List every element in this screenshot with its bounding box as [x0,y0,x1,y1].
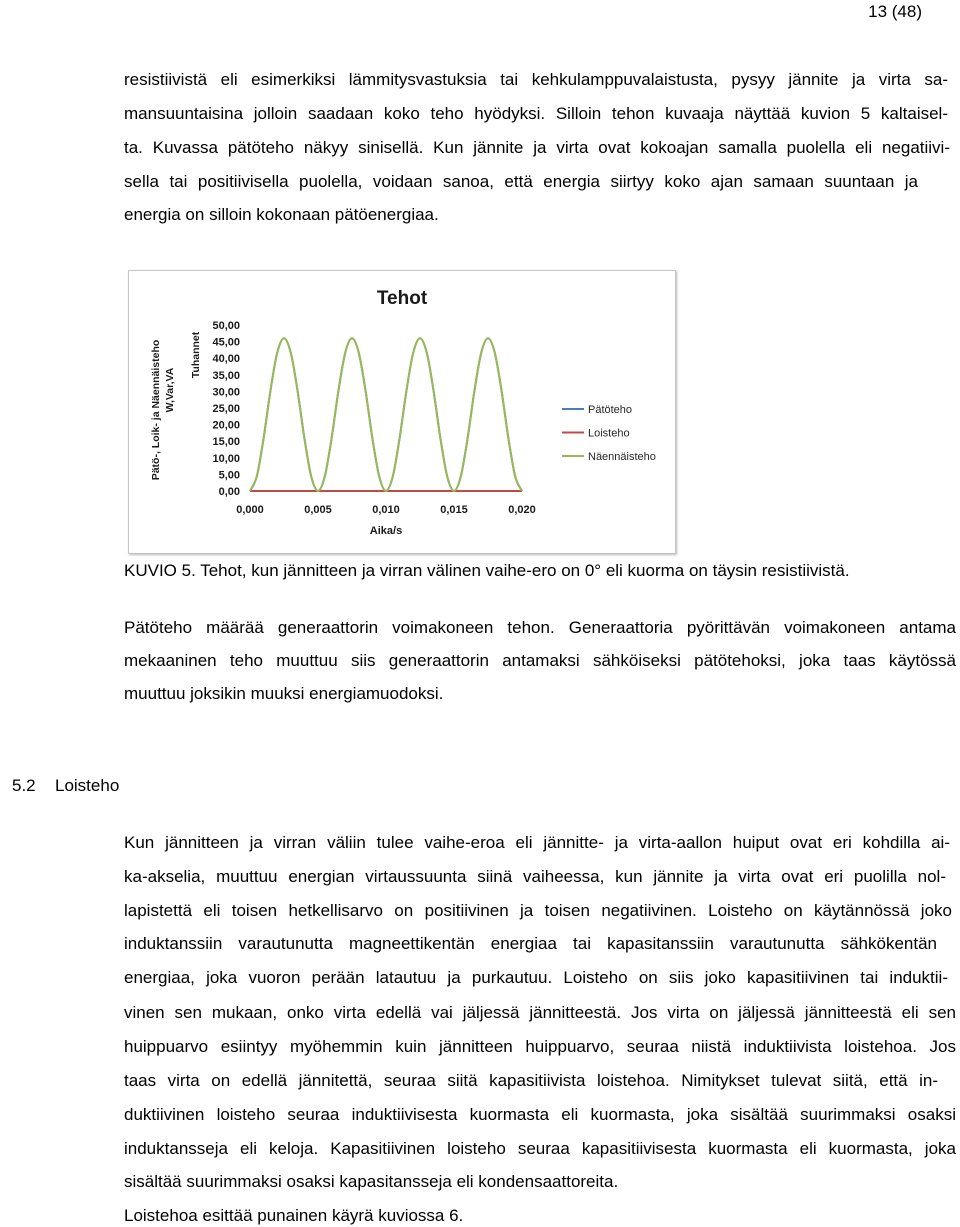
x-tick-label: 0,010 [372,504,400,516]
legend-label: Näennäisteho [588,451,656,463]
paragraph-line: mansuuntaisina jolloin saadaan koko teho hyödyksi. Silloin tehon kuvaaja näyttää kuvion 5 kaltaisel- [124,104,948,123]
paragraph-line: sisältää suurimmaksi osaksi kapasitansseja eli kondensaattoreita. [124,1172,619,1191]
y-tick-label: 15,00 [212,436,240,449]
chart-title: Tehot [376,288,428,309]
y-tick-label: 20,00 [212,419,240,432]
legend-item [562,404,632,416]
paragraph-line: energiaa, joka vuoron perään latautuu ja purkautuu. Loisteho on siis joko kapasitiivinen tai induktii- [124,968,948,987]
display-units-label: Tuhannet [190,331,202,379]
series-line-naennaisteho [250,338,522,491]
x-tick-label: 0,020 [508,504,536,516]
paragraph-line: mekaaninen teho muuttuu siis generaattorin antamaksi sähköiseksi pätötehoksi, joka taas käytössä [124,651,956,670]
paragraph-line: taas virta on edellä jännitettä, seuraa siitä kapasitiivista loistehoa. Nimitykset tulevat siitä, että in- [124,1071,938,1090]
paragraph-line: lapistettä eli toisen hetkellisarvo on positiivinen ja toisen negatiivinen. Loisteho on käytännössä joko [124,901,952,920]
legend-label: Loisteho [588,427,630,440]
y-tick-label: 10,00 [212,452,240,465]
paragraph-line: Pätöteho määrää generaattorin voimakoneen tehon. Generaattoria pyörittävän voimakoneen antama [124,618,956,637]
plot-area [250,338,522,491]
y-tick-label: 40,00 [212,353,240,366]
y-tick-label: 5,00 [218,469,240,482]
paragraph-line: Loistehoa esittää punainen käyrä kuviossa 6. [124,1206,464,1225]
paragraph-line: induktansseja eli keloja. Kapasitiivinen loisteho seuraa kapasitiivisesta kuormasta eli kuormasta, joka [124,1139,956,1158]
paragraph-line: ta. Kuvassa pätöteho näkyy sinisellä. Kun jännite ja virta ovat kokoajan samalla puolella eli negatiivi- [124,138,950,157]
y-axis-label: Pätö-, Loik- ja Näennäisteho [150,339,162,481]
paragraph-line: energia on silloin kokonaan pätöenergiaa. [124,205,439,224]
y-tick-label: 35,00 [212,369,240,382]
paragraph-line: duktiivinen loisteho seuraa induktiivisesta kuormasta eli kuormasta, joka sisältää suurimmaksi osaksi [124,1105,956,1124]
section-title: Loisteho [55,776,120,795]
y-axis-unit-label: W,Var,VA [164,367,176,413]
paragraph-line: muuttuu joksikin muuksi energiamuodoksi. [124,684,444,703]
legend-item [562,428,630,440]
y-tick-label: 0,00 [218,486,240,498]
x-axis-label: Aika/s [369,525,403,537]
x-tick-label: 0,015 [440,504,468,516]
legend-label: Pätöteho [588,404,633,416]
x-tick-label: 0,000 [236,504,264,516]
paragraph-line: vinen sen mukaan, onko virta edellä vai jäljessä jännitteestä. Jos virta on jäljessä jännitteestä eli sen [124,1003,956,1022]
paragraph-line: huippuarvo esiintyy myöhemmin kuin jännitteen huippuarvo, seuraa niistä induktiivista loistehoa. Jos [124,1037,956,1056]
page-number: 13 (48) [868,2,922,21]
y-tick-label: 25,00 [212,403,240,415]
figure-caption: KUVIO 5. Tehot, kun jännitteen ja virran välinen vaihe-ero on 0° eli kuorma on täysin resistiivistä. [124,561,850,580]
section-number: 5.2 [12,776,36,795]
legend-item [562,451,656,463]
paragraph-line: resistiivistä eli esimerkiksi lämmitysvastuksia tai kehkulamppuvalaistusta, pysyy jännite ja virta sa- [124,70,948,89]
paragraph-line: Kun jännitteen ja virran väliin tulee vaihe-eroa eli jännitte- ja virta-aallon huiput ovat eri kohdilla ai- [124,833,950,852]
paragraph-line: ka-akselia, muuttuu energian virtaussuunta siinä vaiheessa, kun jännite ja virta ovat eri puolilla nol- [124,867,946,886]
paragraph-line: sella tai positiivisella puolella, voidaan sanoa, että energia siirtyy koko ajan samaan suuntaan ja [124,172,918,191]
series-line-patoteho [250,338,522,491]
legend [562,404,656,463]
x-tick-label: 0,005 [304,504,332,516]
paragraph-line: induktanssiin varautunutta magneettikentän energiaa tai kapasitanssiin varautunutta sähkökentän [124,934,937,953]
chart-svg [128,270,676,554]
y-tick-label: 50,00 [212,320,240,332]
y-tick-label: 45,00 [212,336,240,349]
y-tick-label: 30,00 [212,386,240,399]
chart-figure [128,270,676,554]
